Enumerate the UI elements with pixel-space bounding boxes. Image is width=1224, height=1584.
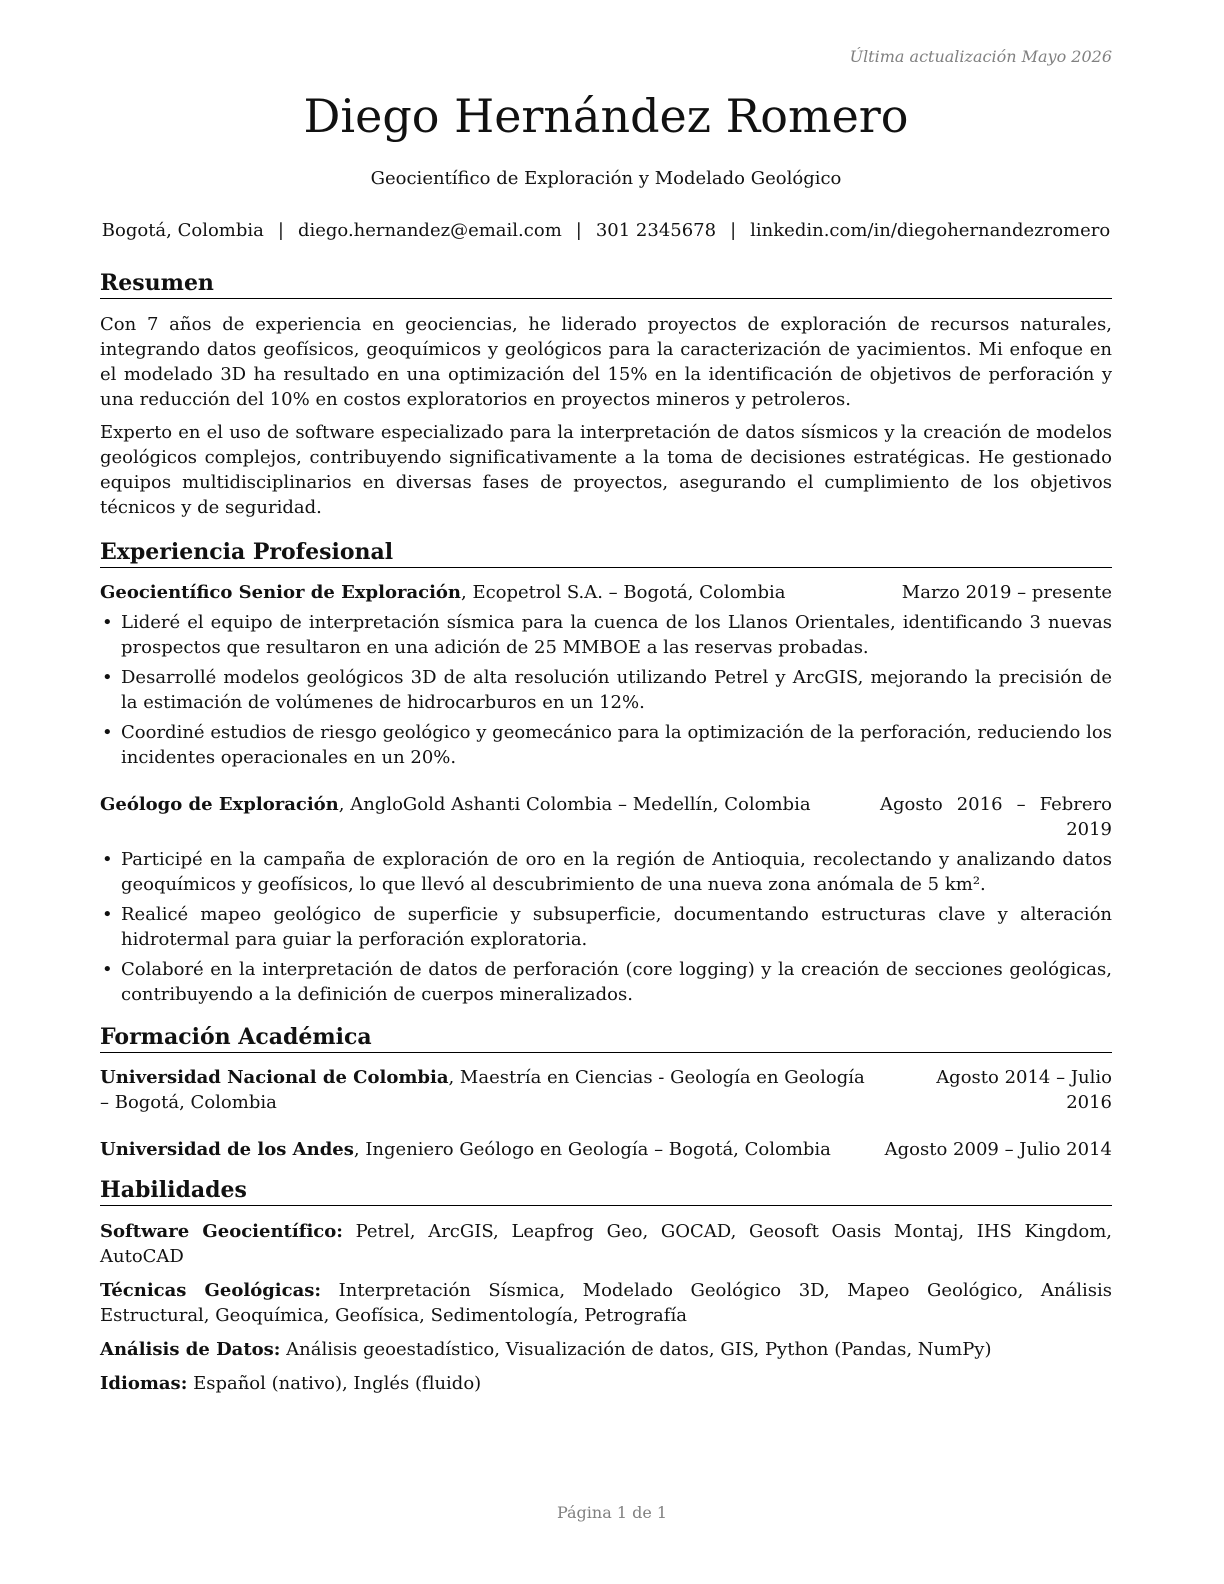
contact-phone: 301 2345678 <box>595 220 717 241</box>
skill-value: Petrel, ArcGIS, Leapfrog Geo, GOCAD, Geosoft Oasis Montaj, IHS Kingdom, AutoCAD <box>100 1221 1113 1267</box>
entry-header <box>100 792 1112 842</box>
education-entry <box>100 1065 1112 1115</box>
school-name: Universidad Nacional de Colombia <box>100 1067 449 1088</box>
skill-row <box>100 1337 1112 1362</box>
entry-heading <box>100 792 880 817</box>
degree-detail: , Ingeniero Geólogo en Geología – Bogotá, Colombia <box>353 1139 831 1160</box>
list-item: • Colaboré en la interpretación de datos de perforación (core logging) y la creación de secciones geológicas, contribuyendo a la definición de cuerpos mineralizados. <box>100 957 1112 1007</box>
entry-header <box>100 580 1112 605</box>
contact-separator: | <box>277 220 284 241</box>
job-org: , AngloGold Ashanti Colombia – Medellín, Colombia <box>338 794 811 815</box>
education-section <box>100 1023 1112 1162</box>
skill-label: Software Geocientífico: <box>100 1221 343 1242</box>
section-title: Habilidades <box>100 1176 1112 1206</box>
job-org: , Ecopetrol S.A. – Bogotá, Colombia <box>461 582 786 603</box>
last-updated: Última actualización Mayo 2026 <box>849 47 1112 66</box>
list-item: • Lideré el equipo de interpretación sísmica para la cuenca de los Llanos Orientales, identificando 3 nuevas prospectos que resultaron en una adición de 25 MMBOE a las reservas probadas. <box>100 610 1112 660</box>
contact-separator: | <box>730 220 737 241</box>
list-item: • Participé en la campaña de exploración de oro en la región de Antioquia, recolectando y analizando datos geoquímicos y geofísicos, lo que llevó al descubrimiento de una nueva zona anómala de 5 km². <box>100 847 1112 897</box>
contact-location: Bogotá, Colombia <box>101 220 264 241</box>
entry-heading <box>100 1065 890 1115</box>
contact-line <box>100 218 1112 243</box>
education-entry <box>100 1137 1112 1162</box>
experience-entry <box>100 792 1112 1007</box>
list-item: • Desarrollé modelos geológicos 3D de alta resolución utilizando Petrel y ArcGIS, mejorando la precisión de la estimación de volúmenes de hidrocarburos en un 12%. <box>100 665 1112 715</box>
skill-value: Análisis geoestadístico, Visualización de datos, GIS, Python (Pandas, NumPy) <box>280 1339 992 1360</box>
experience-section <box>100 538 1112 1007</box>
education-dates: Agosto 2014 – Julio 2016 <box>936 1067 1112 1113</box>
entry-heading <box>100 1137 885 1162</box>
skills-section <box>100 1176 1112 1396</box>
degree-detail: , Maestría en Ciencias - Geología en Geología – Bogotá, Colombia <box>100 1067 865 1113</box>
skill-value: Español (nativo), Inglés (fluido) <box>187 1373 482 1394</box>
contact-separator: | <box>575 220 582 241</box>
job-role: Geocientífico Senior de Exploración <box>100 582 461 603</box>
skill-label: Análisis de Datos: <box>100 1339 281 1360</box>
summary-paragraph: Con 7 años de experiencia en geociencias, he liderado proyectos de exploración de recursos naturales, integrando datos geofísicos, geoquímicos y geológicos para la caracterización de yacimientos. Mi enfoque en el modelado 3D ha resultado en una optimización del 15% en la identificación de objetivos de perforación y una reducción del 10% en costos exploratorios en proyectos mineros y petroleros. <box>100 314 1112 410</box>
education-dates: Agosto 2009 – Julio 2014 <box>884 1139 1112 1160</box>
summary-paragraph: Experto en el uso de software especializado para la interpretación de datos sísmicos y la creación de modelos geológicos complejos, contribuyendo significativamente a la toma de decisiones estratégicas. He gestionado equipos multidisciplinarios en diversas fases de proyectos, asegurando el cumplimiento de los objetivos técnicos y de seguridad. <box>100 422 1112 518</box>
contact-email[interactable]: diego.hernandez@email.com <box>297 220 562 241</box>
contact-linkedin[interactable]: linkedin.com/in/diegohernandezromero <box>750 220 1111 241</box>
list-item: • Realicé mapeo geológico de superficie y subsuperficie, documentando estructuras clave y alteración hidrotermal para guiar la perforación exploratoria. <box>100 902 1112 952</box>
entry-heading <box>100 580 902 605</box>
skill-label: Idiomas: <box>100 1373 188 1394</box>
job-role: Geólogo de Exploración <box>100 794 339 815</box>
school-name: Universidad de los Andes <box>100 1139 354 1160</box>
section-title: Formación Académica <box>100 1023 1112 1053</box>
section-title: Experiencia Profesional <box>100 538 1112 568</box>
list-item: • Coordiné estudios de riesgo geológico y geomecánico para la optimización de la perforación, reduciendo los incidentes operacionales en un 20%. <box>100 720 1112 770</box>
summary-section <box>100 269 1112 520</box>
skill-value: Interpretación Sísmica, Modelado Geológico 3D, Mapeo Geológico, Análisis Estructural, Geoquímica, Geofísica, Sedimentología, Petrografía <box>100 1280 1112 1326</box>
achievement-list <box>100 847 1112 1007</box>
skill-row <box>100 1278 1112 1328</box>
headline: Geocientífico de Exploración y Modelado Geológico <box>370 168 842 189</box>
entry-header <box>100 1065 1112 1115</box>
section-title: Resumen <box>100 269 1112 299</box>
candidate-name: Diego Hernández Romero <box>303 89 909 143</box>
achievement-list <box>100 610 1112 770</box>
page-number: Página 1 de 1 <box>556 1503 668 1522</box>
job-dates: Marzo 2019 – presente <box>901 582 1112 603</box>
experience-entry <box>100 580 1112 770</box>
job-dates: Agosto 2016 – Febrero 2019 <box>880 794 1112 840</box>
skill-row <box>100 1219 1112 1269</box>
skill-row <box>100 1371 1112 1396</box>
skill-label: Técnicas Geológicas: <box>100 1280 322 1301</box>
entry-header <box>100 1137 1112 1162</box>
